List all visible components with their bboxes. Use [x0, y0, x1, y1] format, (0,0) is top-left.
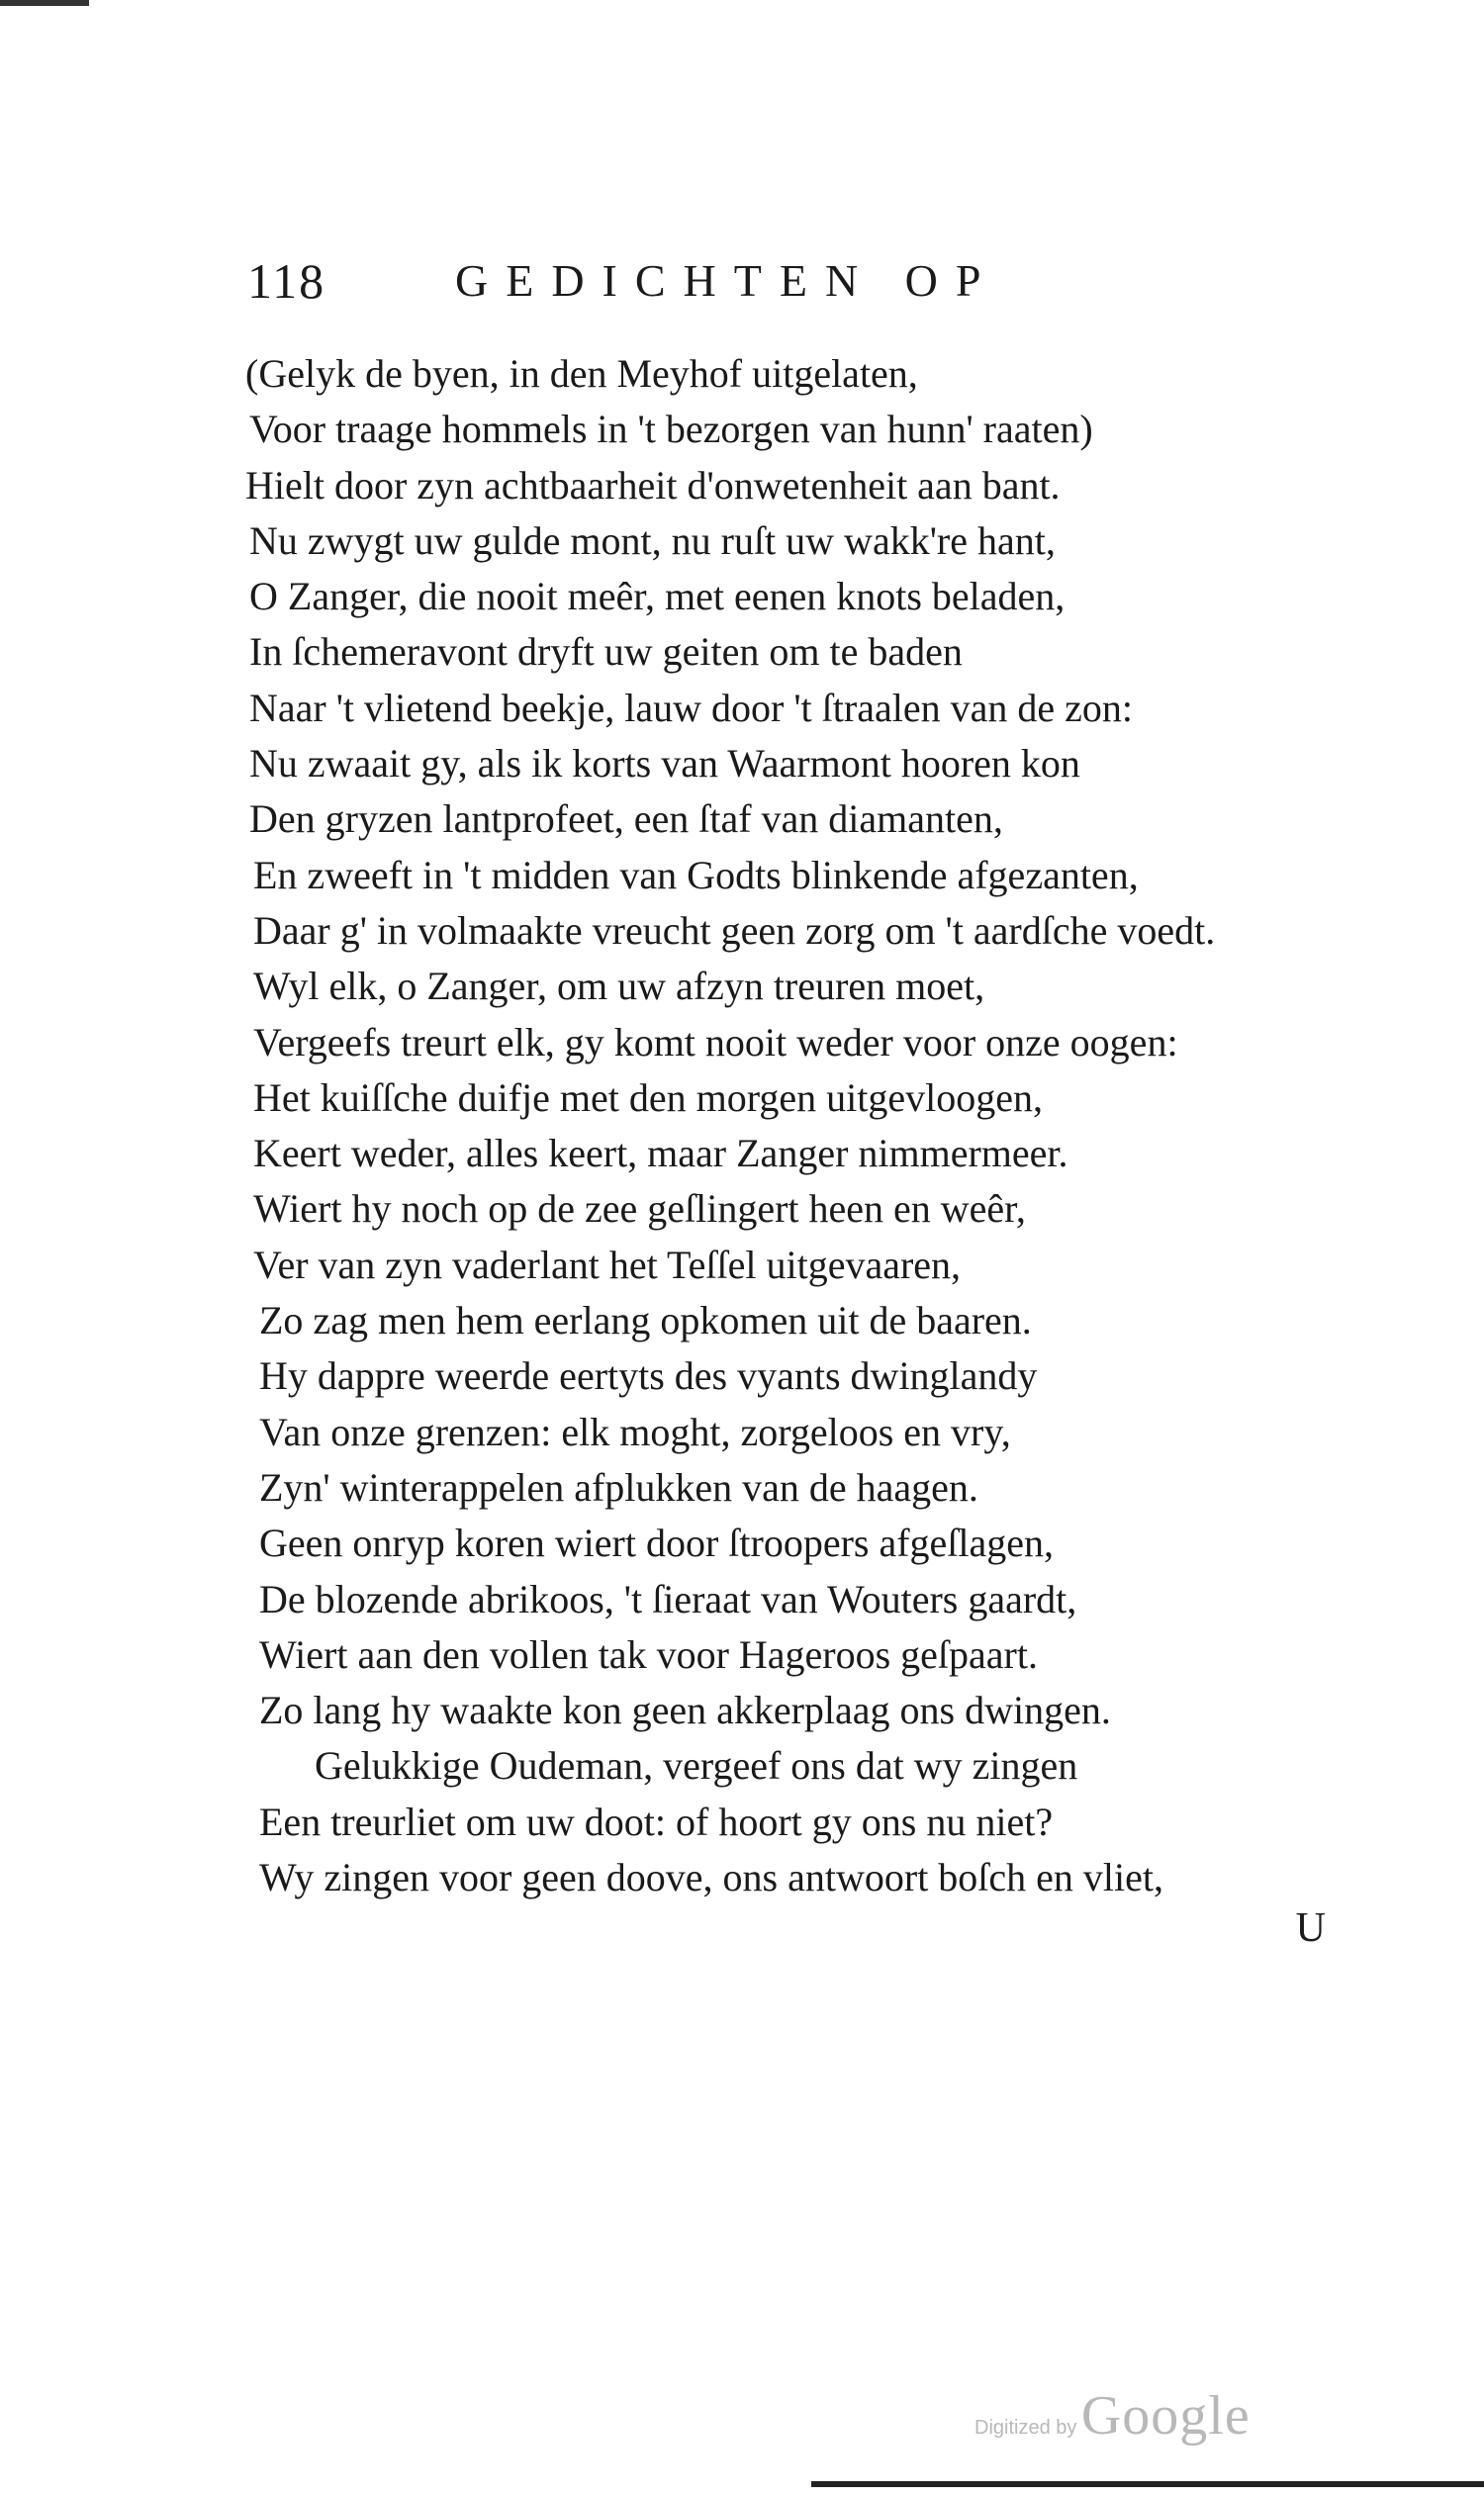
poem-line: Geen onryp koren wiert door ſtroopers afgeſlagen,: [259, 1521, 1055, 1566]
poem-line: Gelukkige Oudeman, vergeef ons dat wy zingen: [315, 1743, 1078, 1789]
running-title: GEDICHTEN OP: [455, 255, 999, 306]
poem-line: Wiert aan den vollen tak voor Hageroos geſpaart.: [259, 1631, 1038, 1677]
page-header: [247, 252, 1237, 322]
poem-line: Hielt door zyn achtbaarheit d'onwetenheit aan bant.: [245, 462, 1061, 508]
poem-line: Nu zwygt uw gulde mont, nu ruſt uw wakk're hant,: [249, 517, 1056, 563]
watermark-prefix: Digitized by: [974, 2417, 1077, 2439]
poem-line: O Zanger, die nooit meêr, met eenen knots beladen,: [249, 574, 1066, 619]
poem-line: Het kuiſſche duifje met den morgen uitgevloogen,: [253, 1074, 1043, 1120]
poem-line: Voor traage hommels in 't bezorgen van hunn' raaten): [249, 407, 1093, 452]
poem-line: Wyl elk, o Zanger, om uw afzyn treuren moet,: [253, 964, 985, 1009]
catchword: U: [1295, 1905, 1326, 1951]
poem-line: Hy dappre weerde eertyts des vyants dwinglandy: [259, 1353, 1038, 1399]
poem-line: Wy zingen voor geen doove, ons antwoort boſch en vliet,: [259, 1855, 1164, 1900]
poem-line: Nu zwaait gy, als ik korts van Waarmont hooren kon: [249, 741, 1080, 786]
poem-line: Keert weder, alles keert, maar Zanger nimmermeer.: [253, 1131, 1068, 1176]
poem-line: Zyn' winterappelen afplukken van de haagen.: [259, 1464, 978, 1510]
poem-line: Zo lang hy waakte kon geen akkerplaag ons dwingen.: [259, 1688, 1111, 1733]
poem-line: (Gelyk de byen, in den Meyhof uitgelaten,: [245, 351, 918, 396]
poem-line: En zweeft in 't midden van Godts blinkende afgezanten,: [253, 852, 1139, 897]
page-edge-mark: [0, 0, 89, 6]
poem-line: Den gryzen lantprofeet, een ſtaf van diamanten,: [249, 796, 1003, 842]
page-edge-rule: [811, 2481, 1484, 2487]
poem-line: Zo zag men hem eerlang opkomen uit de baaren.: [259, 1298, 1032, 1343]
poem-line: Ver van zyn vaderlant het Teſſel uitgevaaren,: [253, 1242, 962, 1287]
poem-line: Een treurliet om uw doot: of hoort gy ons nu niet?: [259, 1799, 1054, 1844]
digitized-watermark: [974, 2384, 1251, 2448]
poem-line: Van onze grenzen: elk moght, zorgeloos en vry,: [259, 1409, 1011, 1454]
google-logo: Google: [1080, 2385, 1251, 2447]
poem-line: Wiert hy noch op de zee geſlingert heen en weêr,: [253, 1186, 1026, 1232]
page-number: 118: [247, 253, 326, 309]
poem-line: In ſchemeravont dryft uw geiten om te baden: [249, 629, 963, 675]
poem-line: Daar g' in volmaakte vreucht geen zorg om 't aardſche voedt.: [253, 907, 1216, 953]
poem-text: [245, 346, 1353, 1905]
poem-line: Naar 't vlietend beekje, lauw door 't ſtraalen van de zon:: [249, 685, 1133, 730]
poem-line: Vergeefs treurt elk, gy komt nooit weder voor onze oogen:: [253, 1019, 1178, 1064]
poem-line: De blozende abrikoos, 't ſieraat van Wouters gaardt,: [259, 1576, 1077, 1621]
